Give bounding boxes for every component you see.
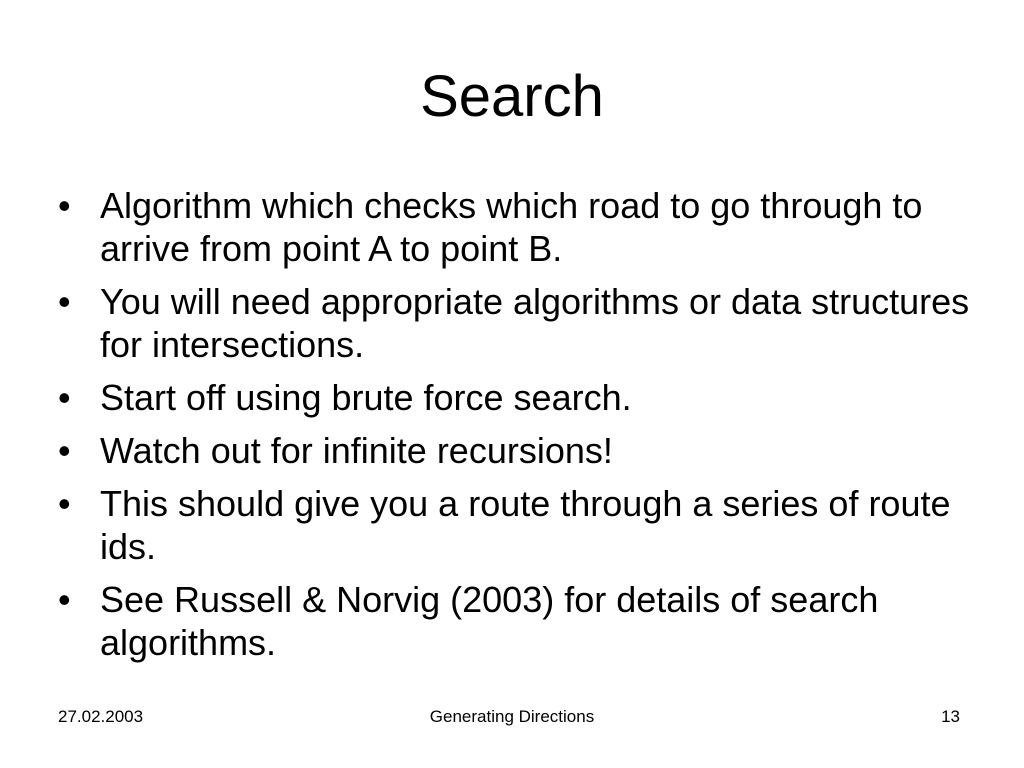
bullet-item — [58, 376, 988, 419]
bullet-item — [58, 280, 988, 366]
bullet-icon: • — [58, 430, 71, 471]
bullet-text: Algorithm which checks which road to go through to arrive from point A to point B. — [100, 185, 923, 269]
bullet-item — [58, 184, 988, 270]
bullet-item — [58, 578, 988, 664]
bullet-item — [58, 429, 988, 472]
footer-title: Generating Directions — [429, 707, 595, 726]
footer-date: 27.02.2003 — [58, 707, 144, 726]
bullet-text: Watch out for infinite recursions! — [100, 430, 613, 471]
bullet-text: This should give you a route through a series of route ids. — [100, 483, 951, 567]
bullet-icon: • — [58, 579, 71, 620]
bullet-item — [58, 482, 988, 568]
bullet-text: Start off using brute force search. — [100, 377, 632, 418]
bullet-icon: • — [58, 483, 71, 524]
bullet-text: You will need appropriate algorithms or data structures for intersections. — [100, 281, 970, 365]
bullet-icon: • — [58, 377, 71, 418]
slide-title: Search — [420, 64, 604, 129]
bullet-text: See Russell & Norvig (2003) for details of search algorithms. — [100, 579, 879, 663]
bullet-icon: • — [58, 281, 71, 322]
bullet-icon: • — [58, 185, 71, 226]
page-number: 13 — [941, 707, 960, 726]
bullet-list — [58, 184, 988, 674]
